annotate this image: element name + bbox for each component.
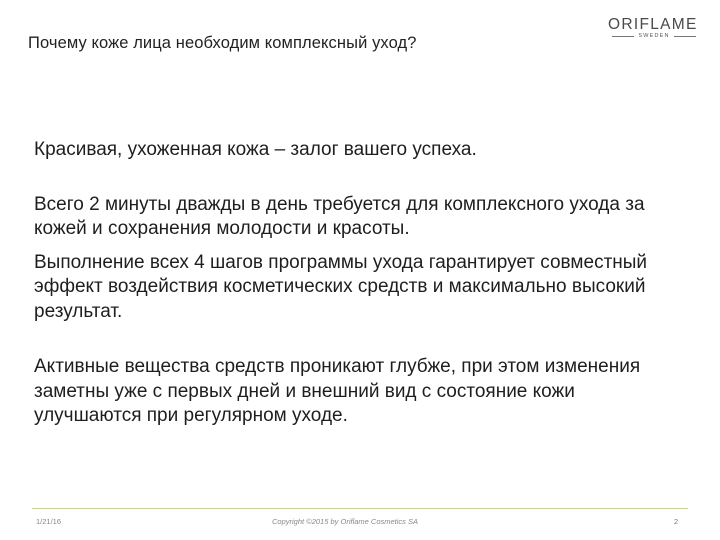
body-paragraph-4: Активные вещества средств проникают глубже, при этом изменения заметны уже с первых дней и внешний вид с состояние кожи улучшаются при регулярном уходе. bbox=[34, 356, 641, 426]
logo-right-rule bbox=[674, 36, 696, 37]
footer-page-number: 2 bbox=[674, 517, 679, 526]
footer-divider bbox=[32, 508, 688, 509]
slide-body bbox=[34, 138, 684, 429]
logo-subtitle-row bbox=[608, 33, 700, 39]
logo-wordmark: ORIFLAME bbox=[608, 16, 698, 33]
oriflame-logo bbox=[608, 16, 700, 42]
footer-copyright: Copyright ©2015 by Oriflame Cosmetics SA bbox=[272, 517, 418, 526]
logo-left-rule bbox=[612, 36, 634, 37]
logo-subtitle: SWEDEN bbox=[638, 33, 670, 39]
body-paragraph-2: Всего 2 минуты дважды в день требуется для комплексного ухода за кожей и сохранения молодости и красоты. bbox=[34, 193, 645, 239]
body-paragraph-3: Выполнение всех 4 шагов программы ухода гарантирует совместный эффект воздействия косметических средств и максимально высокий результат. bbox=[34, 251, 648, 322]
body-paragraph-1: Красивая, ухоженная кожа – залог вашего успеха. bbox=[34, 139, 477, 160]
slide-title: Почему коже лица необходим комплексный уход? bbox=[28, 34, 417, 52]
footer-date: 1/21/16 bbox=[36, 517, 62, 526]
